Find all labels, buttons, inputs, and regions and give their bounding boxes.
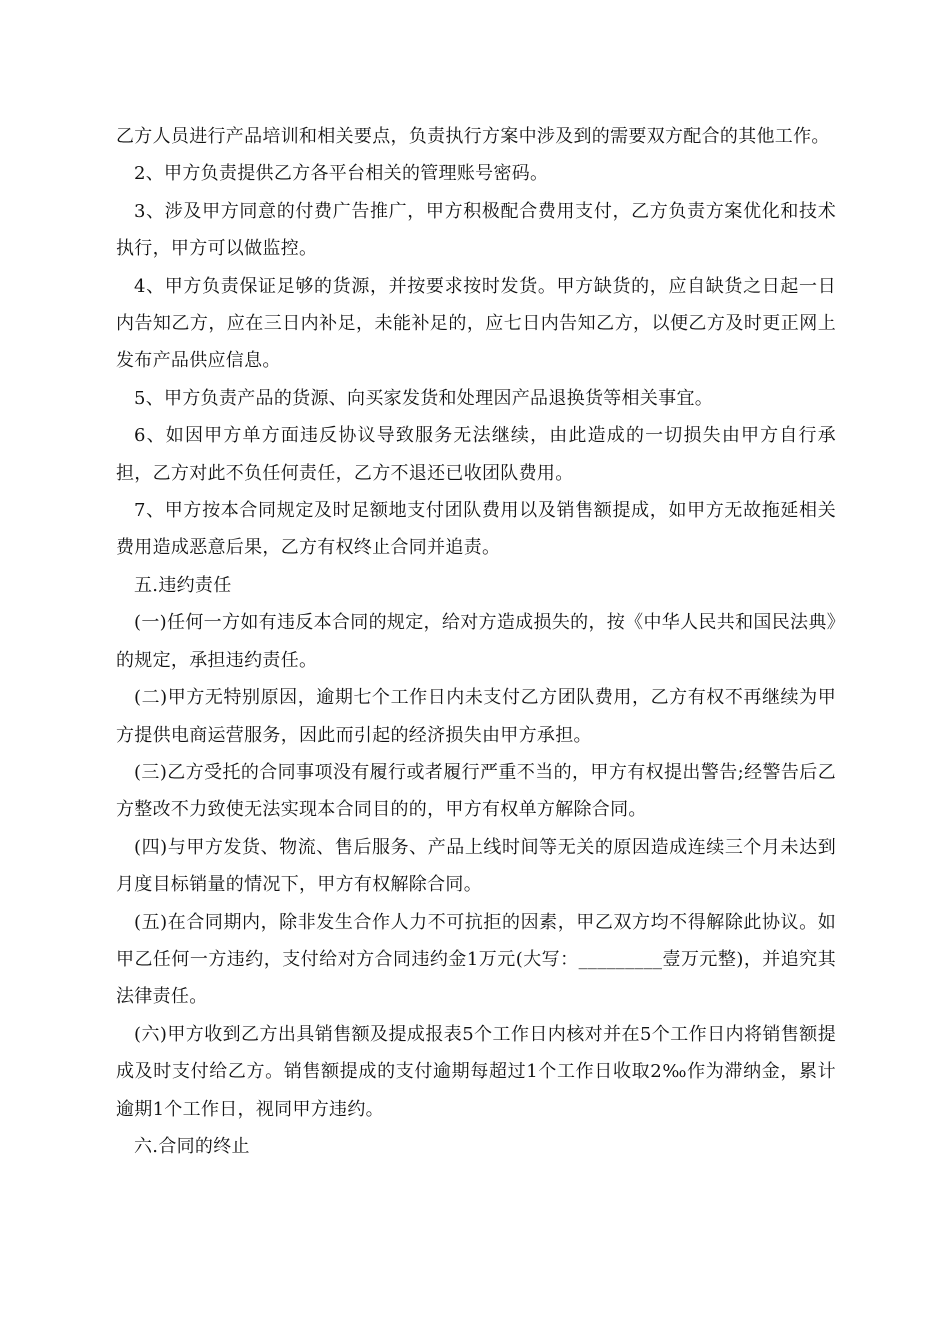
- breach-clause-6: (六)甲方收到乙方出具销售额及提成报表5个工作日内核对并在5个工作日内将销售额提成及时支付给乙方。销售额提成的支付逾期每超过1个工作日收取2‰作为滞纳金，累计逾期1个工作日，视同甲方违约。: [116, 1023, 836, 1120]
- document-page: [116, 118, 836, 1165]
- clause-3: 3、涉及甲方同意的付费广告推广，甲方积极配合费用支付，乙方负责方案优化和技术执行，甲方可以做监控。: [116, 200, 836, 260]
- clause-4: 4、甲方负责保证足够的货源，并按要求按时发货。甲方缺货的，应自缺货之日起一日内告知乙方，应在三日内补足，未能补足的，应七日内告知乙方，以便乙方及时更正网上发布产品供应信息。: [116, 275, 836, 372]
- clause-5: 5、甲方负责产品的货源、向买家发货和处理因产品退换货等相关事宜。: [134, 387, 714, 409]
- breach-clause-2: (二)甲方无特别原因，逾期七个工作日内未支付乙方团队费用，乙方有权不再继续为甲方提供电商运营服务，因此而引起的经济损失由甲方承担。: [116, 687, 836, 746]
- section-heading-breach: 五.违约责任: [134, 574, 232, 596]
- clause-2: 2、甲方负责提供乙方各平台相关的管理账号密码。: [134, 163, 549, 185]
- breach-clause-4: (四)与甲方发货、物流、售后服务、产品上线时间等无关的原因造成连续三个月未达到月度目标销量的情况下，甲方有权解除合同。: [116, 836, 836, 896]
- clause-7: 7、甲方按本合同规定及时足额地支付团队费用以及销售额提成，如甲方无故拖延相关费用造成恶意后果，乙方有权终止合同并追责。: [116, 500, 836, 559]
- section-heading-termination: 六.合同的终止: [134, 1135, 250, 1157]
- breach-clause-5: (五)在合同期内，除非发生合作人力不可抗拒的因素，甲乙双方均不得解除此协议。如甲乙任何一方违约，支付给对方合同违约金1万元(大写：_________壹万元整)，并追究其法律责任。: [116, 911, 836, 1008]
- breach-clause-1: (一)任何一方如有违反本合同的规定，给对方造成损失的，按《中华人民共和国民法典》的规定，承担违约责任。: [116, 612, 836, 671]
- clause-6: 6、如因甲方单方面违反协议导致服务无法继续，由此造成的一切损失由甲方自行承担，乙方对此不负任何责任，乙方不退还已收团队费用。: [116, 425, 836, 484]
- breach-clause-3: (三)乙方受托的合同事项没有履行或者履行严重不当的，甲方有权提出警告;经警告后乙方整改不力致使无法实现本合同目的的，甲方有权单方解除合同。: [116, 761, 836, 821]
- paragraph-continuation: 乙方人员进行产品培训和相关要点，负责执行方案中涉及到的需要双方配合的其他工作。: [116, 126, 830, 147]
